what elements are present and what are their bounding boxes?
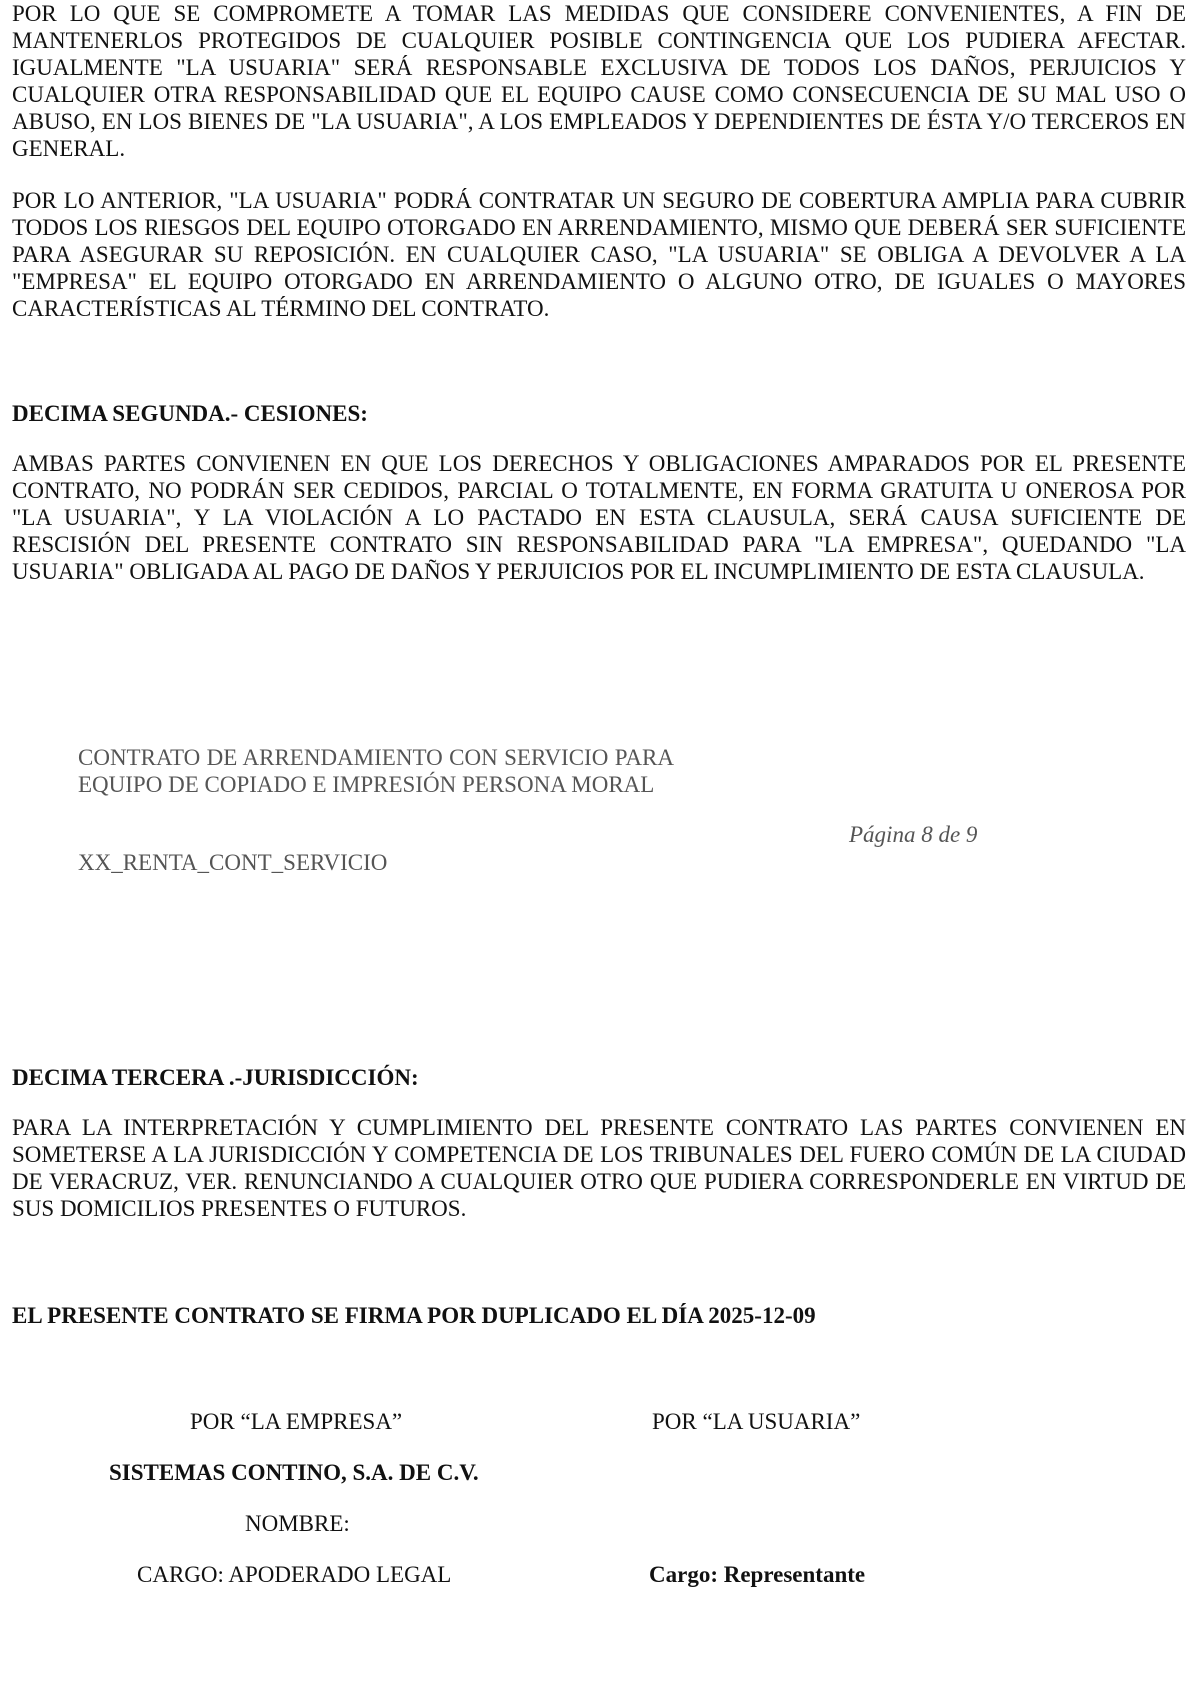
signature-company-party: POR “LA EMPRESA” (190, 1409, 403, 1434)
paragraph-jurisdiccion: PARA LA INTERPRETACIÓN Y CUMPLIMIENTO DEL PRESENTE CONTRATO LAS PARTES CONVIENEN EN SOMETERSE A LA JURISDICCIÓN Y COMPETENCIA DE LOS TRIBUNALES DEL FUERO COMÚN DE LA CIUDAD DE VERACRUZ, VER. RENUNCIANDO A CUALQUIER OTRO QUE PUDIERA CORRESPONDERLE EN VIRTUD DE SUS DOMICILIOS PRESENTES O FUTUROS. (12, 1115, 1186, 1221)
signature-company-name: SISTEMAS CONTINO, S.A. DE C.V. (109, 1460, 479, 1485)
page-footer (78, 744, 674, 875)
heading-clause-12-cesiones: DECIMA SEGUNDA.- CESIONES: (12, 401, 368, 426)
footer-document-code: XX_RENTA_CONT_SERVICIO (78, 850, 388, 875)
paragraph-protection-responsibility: POR LO QUE SE COMPROMETE A TOMAR LAS MEDIDAS QUE CONSIDERE CONVENIENTES, A FIN DE MANTENERLOS PROTEGIDOS DE CUALQUIER POSIBLE CONTINGENCIA QUE LOS PUDIERA AFECTAR. IGUALMENTE "LA USUARIA" SERÁ RESPONSABLE EXCLUSIVA DE TODOS LOS DAÑOS, PERJUICIOS Y CUALQUIER OTRA RESPONSABILIDAD QUE EL EQUIPO CAUSE COMO CONSECUENCIA DE SU MAL USO O ABUSO, EN LOS BIENES DE "LA USUARIA", A LOS EMPLEADOS Y DEPENDIENTES DE ÉSTA Y/O TERCEROS EN GENERAL. (12, 1, 1186, 161)
signature-user-position: Cargo: Representante (649, 1562, 866, 1587)
heading-clause-13-jurisdiccion: DECIMA TERCERA .-JURISDICCIÓN: (12, 1065, 419, 1090)
signature-company-position: CARGO: APODERADO LEGAL (137, 1562, 452, 1587)
paragraph-insurance: POR LO ANTERIOR, "LA USUARIA" PODRÁ CONTRATAR UN SEGURO DE COBERTURA AMPLIA PARA CUBRIR TODOS LOS RIESGOS DEL EQUIPO OTORGADO EN ARRENDAMIENTO, MISMO QUE DEBERÁ SER SUFICIENTE PARA ASEGURAR SU REPOSICIÓN. EN CUALQUIER CASO, "LA USUARIA" SE OBLIGA A DEVOLVER A LA "EMPRESA" EL EQUIPO OTORGADO EN ARRENDAMIENTO O ALGUNO OTRO, DE IGUALES O MAYORES CARACTERÍSTICAS AL TÉRMINO DEL CONTRATO. (12, 188, 1186, 321)
page-number: Página 8 de 9 (849, 822, 978, 847)
signature-user-party: POR “LA USUARIA” (652, 1409, 861, 1434)
footer-document-title: CONTRATO DE ARRENDAMIENTO CON SERVICIO PARA EQUIPO DE COPIADO E IMPRESIÓN PERSONA MORAL (78, 745, 674, 797)
signature-company-name-label: NOMBRE: (245, 1511, 350, 1536)
paragraph-cesiones: AMBAS PARTES CONVIENEN EN QUE LOS DERECHOS Y OBLIGACIONES AMPARADOS POR EL PRESENTE CONTRATO, NO PODRÁN SER CEDIDOS, PARCIAL O TOTALMENTE, EN FORMA GRATUITA U ONEROSA POR "LA USUARIA", Y LA VIOLACIÓN A LO PACTADO EN ESTA CLAUSULA, SERÁ CAUSA SUFICIENTE DE RESCISIÓN DEL PRESENTE CONTRATO SIN RESPONSABILIDAD PARA "LA EMPRESA", QUEDANDO "LA USUARIA" OBLIGADA AL PAGO DE DAÑOS Y PERJUICIOS POR EL INCUMPLIMIENTO DE ESTA CLAUSULA. (12, 451, 1186, 584)
signing-statement: EL PRESENTE CONTRATO SE FIRMA POR DUPLICADO EL DÍA 2025-12-09 (12, 1303, 816, 1328)
